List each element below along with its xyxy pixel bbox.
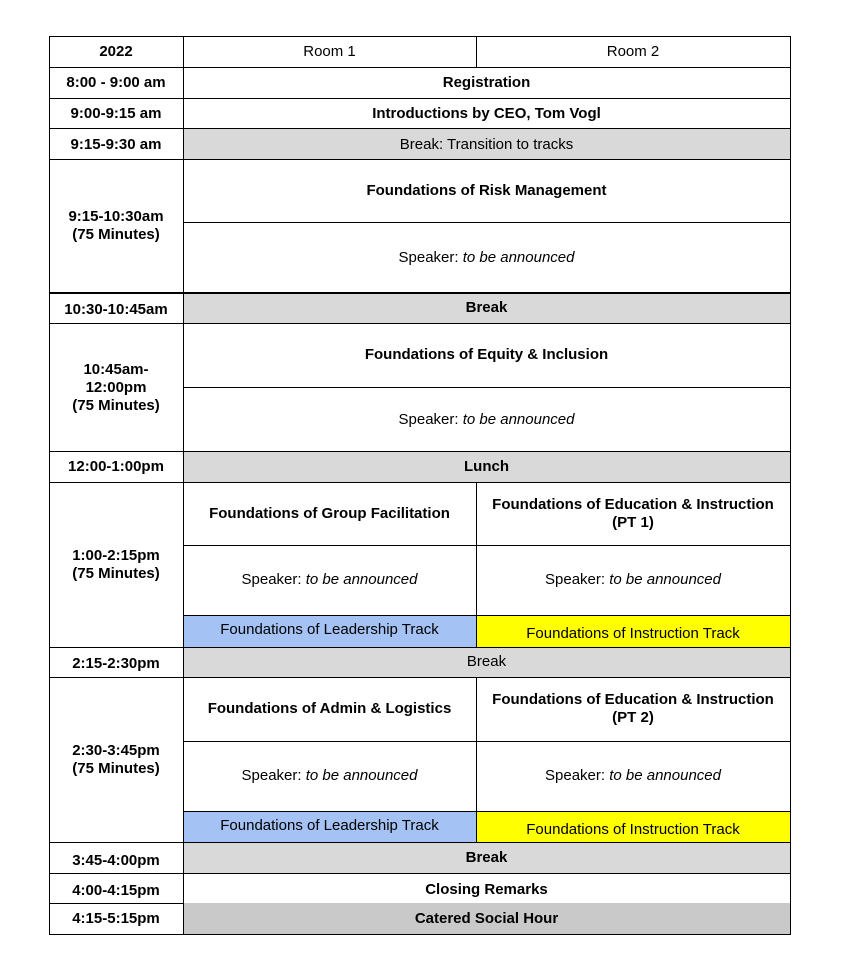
instruction-track-label: Foundations of Instruction Track xyxy=(526,820,740,838)
time-duration: (75 Minutes) xyxy=(72,759,160,777)
speaker-name: to be announced xyxy=(609,571,721,588)
time-cell: 9:00-9:15 am xyxy=(70,104,162,122)
grid-line xyxy=(476,677,477,842)
time-duration: (75 Minutes) xyxy=(72,226,160,243)
event-break: Break xyxy=(465,848,508,866)
grid-line xyxy=(49,36,791,37)
event-break: Break xyxy=(466,653,507,670)
time-range: 1:00-2:15pm xyxy=(72,546,160,564)
grid-line xyxy=(476,482,477,647)
event-introductions: Introductions by CEO, Tom Vogl xyxy=(372,104,601,122)
leadership-track-label: Foundations of Leadership Track xyxy=(220,621,439,638)
session-part: (PT 1) xyxy=(612,513,654,531)
time-cell: 2:15-2:30pm xyxy=(72,655,160,672)
speaker-cell xyxy=(476,545,790,615)
grid-line xyxy=(49,903,183,904)
grid-line xyxy=(49,159,791,160)
session-education-instruction-pt2 xyxy=(476,677,790,741)
time-cell: 12:00-1:00pm xyxy=(68,458,164,475)
grid-line xyxy=(49,128,791,129)
speaker-cell xyxy=(183,222,790,293)
time-cell xyxy=(49,677,183,842)
time-cell xyxy=(49,323,183,452)
event-closing-remarks: Closing Remarks xyxy=(425,881,548,898)
time-cell: 4:00-4:15pm xyxy=(72,882,160,899)
time-cell: 4:15-5:15pm xyxy=(72,909,160,927)
grid-line xyxy=(476,36,477,67)
speaker-label: Speaker: xyxy=(241,767,302,784)
session-title: Foundations of Education & Instruction xyxy=(492,691,774,708)
speaker-cell xyxy=(476,741,790,811)
grid-line xyxy=(49,36,50,935)
time-cell: 9:15-9:30 am xyxy=(70,136,162,153)
grid-line xyxy=(183,741,791,742)
grid-line xyxy=(49,98,791,99)
speaker-label: Speaker: xyxy=(545,571,606,588)
grid-line xyxy=(49,482,791,483)
room2-header: Room 2 xyxy=(606,42,660,60)
grid-line xyxy=(790,36,791,935)
speaker-label: Speaker: xyxy=(398,248,459,266)
speaker-label: Speaker: xyxy=(398,410,459,428)
leadership-track-label: Foundations of Leadership Track xyxy=(220,816,439,834)
session-risk-management: Foundations of Risk Management xyxy=(366,181,607,199)
session-group-facilitation: Foundations of Group Facilitation xyxy=(209,504,450,522)
event-catered-social-hour: Catered Social Hour xyxy=(414,909,559,927)
grid-line xyxy=(49,647,791,648)
session-part: (PT 2) xyxy=(612,709,654,726)
session-admin-logistics: Foundations of Admin & Logistics xyxy=(207,700,452,717)
grid-line xyxy=(183,387,791,388)
speaker-label: Speaker: xyxy=(241,571,302,588)
grid-line xyxy=(183,36,184,935)
grid-line xyxy=(183,222,791,223)
time-start: 10:45am- xyxy=(83,360,149,378)
speaker-name: to be announced xyxy=(462,248,575,266)
grid-line xyxy=(183,615,791,616)
time-cell: 3:45-4:00pm xyxy=(72,851,160,869)
session-education-instruction-pt1 xyxy=(476,482,790,545)
time-range: 2:30-3:45pm xyxy=(72,741,160,759)
event-break: Break xyxy=(465,299,508,316)
event-registration: Registration xyxy=(442,73,531,91)
grid-line xyxy=(183,811,791,812)
grid-line-thick xyxy=(49,292,791,294)
time-range: 9:15-10:30am xyxy=(68,208,164,225)
speaker-cell xyxy=(183,387,790,452)
event-lunch: Lunch xyxy=(464,458,509,475)
speaker-name: to be announced xyxy=(609,767,721,784)
grid-line xyxy=(49,842,791,843)
time-duration: (75 Minutes) xyxy=(72,396,160,414)
session-title: Foundations of Education & Instruction xyxy=(492,495,774,513)
grid-line xyxy=(49,934,791,935)
grid-line xyxy=(49,323,791,324)
grid-line xyxy=(49,873,791,874)
event-break-transition: Break: Transition to tracks xyxy=(399,136,574,153)
time-duration: (75 Minutes) xyxy=(72,564,160,582)
grid-line xyxy=(49,677,791,678)
speaker-label: Speaker: xyxy=(545,767,606,784)
time-cell: 8:00 - 9:00 am xyxy=(66,73,166,91)
time-end: 12:00pm xyxy=(85,378,147,396)
year-header: 2022 xyxy=(99,42,133,60)
grid-line xyxy=(49,451,791,452)
speaker-name: to be announced xyxy=(462,410,575,428)
time-cell xyxy=(49,159,183,293)
time-cell: 10:30-10:45am xyxy=(64,301,168,318)
session-equity-inclusion: Foundations of Equity & Inclusion xyxy=(364,346,609,363)
speaker-cell xyxy=(183,545,476,615)
room1-header: Room 1 xyxy=(303,42,356,60)
grid-line xyxy=(49,67,791,68)
speaker-name: to be announced xyxy=(305,571,418,588)
speaker-cell xyxy=(183,741,476,811)
grid-line xyxy=(183,545,791,546)
instruction-track-label: Foundations of Instruction Track xyxy=(526,625,740,642)
time-cell xyxy=(49,482,183,647)
speaker-name: to be announced xyxy=(305,767,418,784)
